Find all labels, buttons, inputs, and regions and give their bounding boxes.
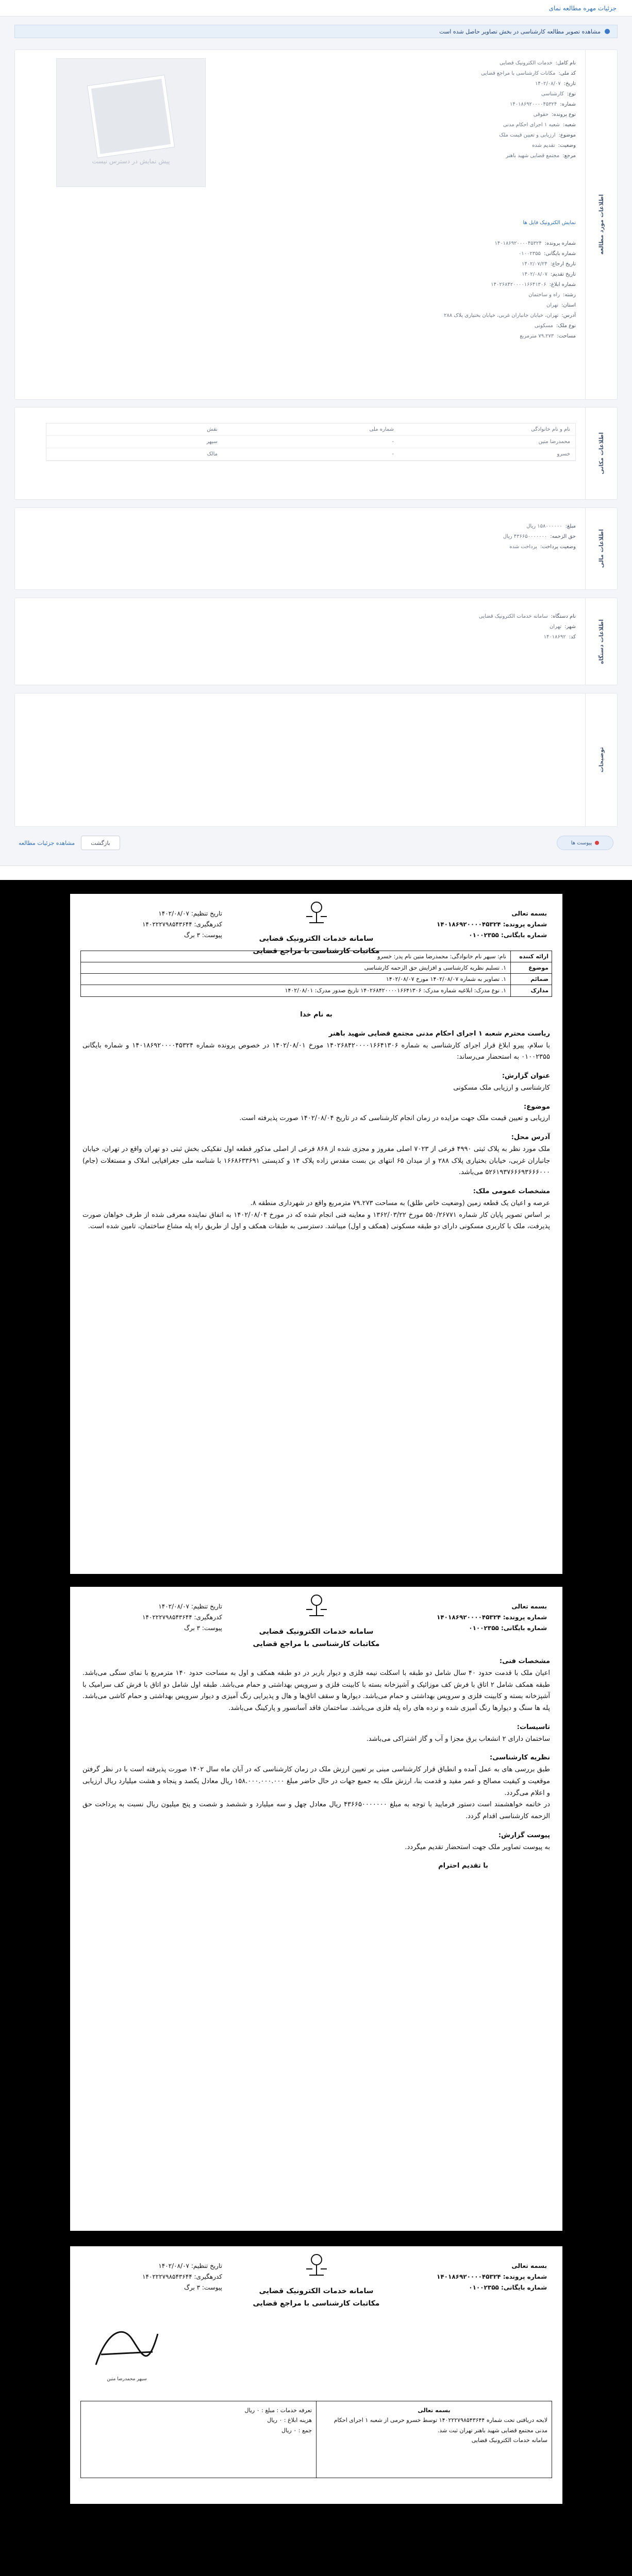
org-name-2: سامانه خدمات الکترونیک قضایی <box>259 1627 374 1636</box>
fee-text: در خاتمه خواهشمند است دستور فرمایید با توجه به مبلغ ۴۳۶۶۵۰۰۰۰۰۰۰ ریال معادل چهل و سه میلیارد و ششصد و شصت و پنج میلیون ریال نسبت به پرداخت حق الزحمه کارشناسی اقدام گردد. <box>82 1801 550 1820</box>
device-section <box>14 598 618 685</box>
footer-actions <box>19 836 120 850</box>
field-label: شماره بایگانی: <box>543 251 576 257</box>
install-text: ساختمان دارای ۲ انشعاب برق مجزا و آب و گاز اشتراکی می‌باشد. <box>366 1735 550 1743</box>
field-value: خدمات الکترونیک قضایی <box>500 60 553 66</box>
info-icon <box>605 29 610 34</box>
page-body <box>70 997 562 1238</box>
field-label: مبلغ: <box>565 523 576 529</box>
field-value: مکانات کارشناسی با مراجع قضایی <box>481 71 556 76</box>
opinion-text: طبق بررسی های به عمل آمده و انطباق قرار کارشناسی مبنی بر تعیین ارزش ملک در زمان کارشناسی که در آبان ماه سال ۱۴۰۲ صورت پذیرفته است با در نظر گرفتن موقعیت و کیفیت مصالح و عمر مفید و قدمت بنا، ارزش ملک به جمیع جهات در حال حاضر مبلغ ۱۵۸.۰۰۰.۰۰۰.۰۰۰ ریال معادل یکصد و پنجاه و هشت میلیارد ریال ارزیابی و اعلام می‌گردد. <box>82 1766 550 1797</box>
notes-section <box>14 693 618 827</box>
field-row <box>520 333 576 343</box>
field-row <box>534 112 576 121</box>
field-label: آدرس: <box>561 313 576 318</box>
page-body-2 <box>70 1643 562 1877</box>
page-header-3: بسمه تعالی شماره پرونده: ۱۴۰۱۸۶۹۲۰۰۰۰۴۵۳۲۴ شماره بایگانی: ۰۱۰۰۲۳۵۵ سامانه خدمات الکترونیک قضایی مکاتبات کارشناسی با مراجع قضایی تاریخ تنظیم: ۱۴۰۲/۰۸/۰۷ کدرهگیری: ۱۴۰۲۲۲۷۹۸۵۴۳۶۴۴ پیوست: ۳ برگ <box>70 2246 562 2303</box>
table-cell: نقش <box>207 427 218 432</box>
field-label: نوع پرونده: <box>552 112 576 117</box>
alert-text: مشاهده تصویر مطالعه کارشناسی در بخش تصاویر حاصل شده است <box>439 28 601 35</box>
field-value: تهران، خیابان جانباران غربی، خیابان بختیاری پلاک ۲۸۸ <box>444 313 559 318</box>
meta-key: ارائه کننده <box>510 951 552 962</box>
field-label: موضوع: <box>558 132 576 138</box>
field-label: کد: <box>569 634 576 640</box>
field-value: ۱۴۰۲/۰۷/۲۴ <box>522 261 547 267</box>
field-row <box>503 534 576 543</box>
field-value: مسکونی <box>534 323 553 329</box>
subject-text: کارشناسی و ارزیابی ملک مسکونی <box>453 1083 550 1092</box>
archive-number-2: ۰۱۰۰۲۳۵۵ <box>469 1624 499 1632</box>
table-cell: محمدرضا متین <box>538 439 570 445</box>
basmala: به نام خدا <box>300 1011 332 1019</box>
field-value: ۷۹.۲۷۳ مترمربع <box>520 333 554 339</box>
topic-title: موضوع: <box>524 1103 550 1111</box>
field-label: مساحت: <box>557 333 576 339</box>
topic-text: ارزیابی و تعیین قیمت ملک جهت مزایده در زمان انجام کارشناسی که در تاریخ ۱۴۰۲/۰۸/۰۴ صورت پذیرفته است. <box>239 1114 550 1123</box>
field-label: وضعیت پرداخت: <box>540 544 576 550</box>
field-label: نوع: <box>567 91 576 97</box>
field-row <box>444 313 576 322</box>
notification-dot-icon <box>595 841 599 845</box>
case-number-2: ۱۴۰۱۸۶۹۲۰۰۰۰۴۵۳۲۴ <box>437 1614 501 1621</box>
attachments-link[interactable]: نمایش الکترونیک فایل ها <box>523 220 576 226</box>
field-value: پرداخت شده <box>509 544 537 550</box>
field-label: شعبه: <box>563 122 576 128</box>
back-button[interactable]: بازگشت <box>81 836 120 850</box>
field-value: ۱۴۰۱۸۶۹۲ <box>543 634 566 640</box>
general-title: مشخصات عمومی ملک: <box>473 1188 550 1195</box>
field-row <box>506 153 576 162</box>
meta-value: ۱. تسلیم نظریه کارشناسی و افزایش حق الزحمه کارشناسی <box>364 964 506 971</box>
field-row <box>519 251 576 260</box>
table-row <box>46 448 575 461</box>
field-row <box>494 241 576 250</box>
expert-name: سیهر محمدرضا متین <box>107 2377 147 2382</box>
general-text-1: عرصه و اعیان یک قطعه زمین (وضعیت خاص طلق) به مساحت ۷۹.۲۷۳ مترمربع واقع در شهرداری منطقه ۸. <box>250 1199 550 1207</box>
details-screen <box>0 0 632 866</box>
financial-section <box>14 507 618 590</box>
attach-title: پیوست گزارش: <box>498 1831 550 1839</box>
field-row <box>503 122 576 131</box>
field-label: استان: <box>561 302 576 308</box>
field-row <box>509 544 576 553</box>
org-name-3: سامانه خدمات الکترونیک قضایی <box>259 2286 374 2295</box>
attachments-pill-label: پیوست ها <box>571 840 592 846</box>
notes-section-tab: توضیحات <box>585 693 617 826</box>
install-title: تاسیسات: <box>517 1723 550 1731</box>
tracking-code-2: ۱۴۰۲۲۲۷۹۸۵۴۳۶۴۴ <box>142 1614 192 1621</box>
field-value: ۱۴۰۱۸۶۹۲۰۰۰۰۴۵۳۲۴ <box>494 241 542 246</box>
field-label: وضعیت: <box>558 143 576 148</box>
image-placeholder-text: پیش نمایش در دسترس نیست <box>92 158 170 165</box>
tracking-code-3: ۱۴۰۲۲۲۷۹۸۵۴۳۶۴۴ <box>142 2273 192 2280</box>
field-row <box>535 81 576 90</box>
opinion-title: نظریه کارشناسی: <box>490 1754 550 1762</box>
table-row <box>46 423 575 436</box>
field-value: سامانه خدمات الکترونیک قضایی <box>478 614 548 619</box>
page-header-2: بسمه تعالی شماره پرونده: ۱۴۰۱۸۶۹۲۰۰۰۰۴۵۳۲۴ شماره بایگانی: ۰۱۰۰۲۳۵۵ سامانه خدمات الکترونیک قضایی مکاتبات کارشناسی با مراجع قضایی تاریخ تنظیم: ۱۴۰۲/۰۸/۰۷ کدرهگیری: ۱۴۰۲۲۲۷۹۸۵۴۳۶۴۴ پیوست: ۳ برگ <box>70 1587 562 1643</box>
tech-title: مشخصات فنی: <box>499 1657 550 1665</box>
field-value: ۱۴۰۲/۰۸/۰۷ <box>522 272 548 277</box>
meta-value: ۱. تصاویر به شماره ۱۴۰۲/۰۸/۰۷ مورخ ۱۴۰۲/۰۸/۰۷ <box>386 975 506 982</box>
image-preview[interactable] <box>56 58 206 187</box>
case-section-tab: اطلاعات مورد مطالعه <box>585 50 617 399</box>
field-label: کد ملی: <box>558 71 576 76</box>
subject-title: عنوان گزارش: <box>502 1072 550 1080</box>
field-value: تهران <box>550 624 562 630</box>
field-row <box>479 614 576 623</box>
meta-key: موضوع <box>510 962 552 973</box>
tech-text: اعیان ملک با قدمت حدود ۴۰ سال شامل دو طبقه با اسکلت نیمه فلزی و دیوار باربر در دو طبقه همکف و اول به مساحت حدود ۱۴۰ مترمربع با نمای سنگی می‌باشد. طبقه همکف شامل ۲ اتاق با فرش کف موزائیک و آشپزخانه بسته با کابینت فلزی و سرویس بهداشتی و حمام می‌باشد. طبقه اول شامل دو اتاق با فرش کف سرامیک با آشپزخانه بسته و کابینت فلزی و سرویس بهداشتی و حمام می‌باشد. دیوارها و سقف اتاق‌ها و هال و پذیرایی رنگ آمیزی و دیوار سرویس بهداشتی و حمام کاشی می‌باشد. پله ها سنگ و دیوارها رنگ آمیزی شده و نرده های راه پله فلزی می‌باشد. ساختمان فاقد آسانسور و پارکینگ می‌باشد. <box>82 1669 550 1712</box>
address-title: آدرس محل: <box>511 1133 550 1141</box>
field-row <box>541 91 576 100</box>
meta-row <box>81 985 552 996</box>
doc-heading: بسمه تعالی <box>511 910 547 917</box>
table-cell: سیهر <box>206 439 218 445</box>
org-subtitle: مکاتبات کارشناسی با مراجع قضایی <box>253 947 380 955</box>
location-table <box>46 423 576 461</box>
field-label: نام دستگاه: <box>551 614 576 619</box>
field-label: تاریخ تقدیم: <box>551 272 576 277</box>
org-name: سامانه خدمات الکترونیک قضایی <box>259 934 374 943</box>
general-text-2: بر اساس تصویر پایان کار شماره ۵۵۰/۲۶۷۷۱ مورخ ۱۳۶۲/۰۳/۲۲ و معاینه فنی انجام شده که در مورخ ۱۴۰۲/۰۸/۰۴ به اتفاق نماینده معرفی شده از طرف خواهان صورت پذیرفت، ملک با کاربری مسکونی دارای دو طبقه مسکونی (همکف و اول) میباشد. دسترسی به طبقات همکف و اول از طریق راه پله مشاع ساختمان، تامین شده است. <box>82 1211 550 1231</box>
case-section <box>14 49 618 400</box>
field-row <box>550 624 576 633</box>
field-row <box>522 261 576 270</box>
meta-table <box>80 951 552 997</box>
location-section <box>14 407 618 500</box>
justice-scale-icon <box>302 1594 331 1619</box>
meta-value: نام: سیهر نام خانوادگی: محمدرضا متین نام پدر: خسرو <box>377 953 506 960</box>
location-section-tab: اطلاعات مکانی <box>585 408 617 499</box>
meta-key: مدارک <box>510 985 552 996</box>
top-bar <box>0 0 632 16</box>
field-value: ۱۴۰۲۶۸۴۲۰۰۰۰۱۶۶۴۱۳۰۶ <box>491 282 546 287</box>
doc-heading-2: بسمه تعالی <box>511 1603 547 1610</box>
field-row <box>510 101 576 111</box>
footer-table <box>80 2401 552 2478</box>
document-page-2 <box>70 1587 562 2231</box>
justice-scale-icon <box>302 901 331 926</box>
justice-scale-icon <box>302 2253 331 2278</box>
closing: با تقدیم احترام <box>438 1862 488 1870</box>
meta-row <box>81 962 552 974</box>
field-label: رشته: <box>563 292 576 298</box>
table-cell: نام و نام خانوادگی <box>531 427 570 432</box>
attachments-pill[interactable] <box>557 836 613 850</box>
field-value: تهران <box>546 302 559 308</box>
field-row <box>522 272 576 281</box>
footer-right-cell: بسمه تعالی لایحه دریافتی تحت شماره ۱۴۰۲۲۲۷۹۸۵۴۳۶۴۴ توسط خسرو حرمی از شعبه ۱ اجرای احکام مدنی مجتمع قضایی شهید باهنر تهران ثبت شد. سامانه خدمات الکترونیک قضایی <box>316 2401 552 2478</box>
table-cell: مالک <box>207 451 218 457</box>
device-section-tab: اطلاعات دستگاه <box>585 598 617 685</box>
case-number: ۱۴۰۱۸۶۹۲۰۰۰۰۴۵۳۲۴ <box>437 921 501 928</box>
field-value: حقوقی <box>533 112 549 117</box>
page-header: بسمه تعالی شماره پرونده: ۱۴۰۱۸۶۹۲۰۰۰۰۴۵۳۲۴ شماره بایگانی: ۰۱۰۰۲۳۵۵ سامانه خدمات الکترونیک قضایی مکاتبات کارشناسی با مراجع قضایی تاریخ تنظیم: ۱۴۰۲/۰۸/۰۷ کدرهگیری: ۱۴۰۲۲۲۷۹۸۵۴۳۶۴۴ پیوست: ۳ برگ <box>70 894 562 951</box>
field-value: مجتمع قضایی شهید باهنر <box>506 153 560 159</box>
field-value: ۰۱۰۰۲۳۵۵ <box>518 251 541 257</box>
doc-date: ۱۴۰۲/۰۸/۰۷ <box>158 910 189 917</box>
field-label: نوع ملک: <box>556 323 576 329</box>
field-label: نام کامل: <box>555 60 576 66</box>
field-value: ارزیابی و تعیین قیمت ملک <box>499 132 556 138</box>
document-page-3 <box>70 2246 562 2504</box>
separator <box>0 866 632 880</box>
intro-text: با سلام، پیرو ابلاغ قرار اجرای کارشناسی به شماره ۱۴۰۲۶۸۴۲۰۰۰۰۱۶۶۴۱۳۰۶ مورخ ۱۴۰۲/۰۸/۰۱ در خصوص پرونده شماره ۱۴۰۱۸۶۹۲۰۰۰۰۴۵۳۲۴ و شماره بایگانی ۰۱۰۰۲۳۵۵ به استحضار می‌رساند: <box>82 1041 550 1061</box>
org-subtitle-3: مکاتبات کارشناسی با مراجع قضایی <box>253 2299 380 2308</box>
table-cell: - <box>392 439 394 445</box>
archive-number: ۰۱۰۰۲۳۵۵ <box>469 931 499 939</box>
table-cell: شماره ملی <box>369 427 394 432</box>
field-row <box>532 143 576 152</box>
field-label: شماره ابلاغ: <box>549 282 576 287</box>
field-label: شماره: <box>560 101 576 107</box>
field-label: شماره پرونده: <box>544 241 576 246</box>
attach-count: پیوست: ۳ برگ <box>184 931 222 939</box>
field-value: ۴۳۶۶۵۰۰۰۰۰۰۰ ریال <box>503 534 547 539</box>
meta-row <box>81 974 552 985</box>
field-value: تقدیم شده <box>532 143 555 148</box>
meta-value: ۱. نوع مدرک: ابلاغیه شماره مدرک: ۱۴۰۲۶۸۴۲۰۰۰۰۱۶۶۴۱۳۰۶ تاریخ صدور مدرک: ۱۴۰۲/۰۸/۰۱ <box>285 987 506 994</box>
breadcrumb[interactable]: جزئیات مهره مطالعه نمای <box>548 4 617 12</box>
field-label: حق الزحمه: <box>550 534 576 539</box>
table-row <box>46 436 575 448</box>
view-details-link[interactable]: مشاهده جزئیات مطالعه <box>19 839 75 846</box>
field-value: ۱۵۸۰۰۰۰۰۰ ریال <box>526 523 562 529</box>
field-value: شعبه ۱ اجرای احکام مدنی <box>503 122 560 128</box>
image-placeholder-icon <box>88 75 174 158</box>
addressee: ریاست محترم شعبه ۱ اجرای احکام مدنی مجتمع قضایی شهید باهنر <box>328 1029 550 1038</box>
field-row <box>546 302 576 312</box>
table-cell: - <box>392 451 394 457</box>
meta-key: ضمائم <box>510 974 552 985</box>
attach-count-3: پیوست: ۳ برگ <box>184 2284 222 2291</box>
field-row <box>535 323 576 332</box>
signature-icon <box>86 2313 168 2385</box>
document-page-1 <box>70 894 562 1574</box>
table-cell: خسرو <box>557 451 570 457</box>
field-value: ۱۴۰۲/۰۸/۰۷ <box>535 81 561 87</box>
tracking-code: ۱۴۰۲۲۲۷۹۸۵۴۳۶۴۴ <box>142 921 192 928</box>
doc-date-2: ۱۴۰۲/۰۸/۰۷ <box>158 1603 189 1610</box>
field-row <box>499 132 576 142</box>
address-text: ملک مورد نظر به پلاک ثبتی ۴۹۹۰ فرعی از ۷۰۲۳ اصلی مفروز و مجزی شده از ۸۶۸ فرعی از اصلی مذکور قطعه اول تفکیکی بخش ثبتی دو تهران واقع در تهران، خیابان جانباران غربی، خیابان بختیاری پلاک ۲۸۸ و از میدان ۶۵ انتهای بن بست مقدس زاده پلاک ۱۴ و کدپستی ۱۶۶۸۶۳۳۶۹۱ با شناسه ملی جغرافیایی املاک و مستغلات (جام) ۵۲۶۱۹۳۷۶۶۶۹۳۶۶۶۰۰۰ می‌باشد. <box>82 1145 550 1177</box>
field-value: کارشناسی <box>541 91 564 97</box>
financial-section-tab: اطلاعات مالی <box>585 508 617 589</box>
field-value: ۱۴۰۱۸۶۹۲۰۰۰۰۴۵۳۲۴ <box>510 101 557 107</box>
field-label: تاریخ ارجاع: <box>550 261 576 267</box>
footer-left-cell: تعرفه خدمات : مبلغ : ۰ ریال هزینه ابلاغ : ۰ ریال جمع : ۰ ریال <box>244 2407 312 2434</box>
doc-date-3: ۱۴۰۲/۰۸/۰۷ <box>158 2262 189 2269</box>
field-row <box>528 292 576 301</box>
field-row <box>526 523 576 533</box>
field-label: مرجع: <box>562 153 576 159</box>
doc-heading-3: بسمه تعالی <box>511 2262 547 2269</box>
field-row <box>544 634 576 643</box>
archive-number-3: ۰۱۰۰۲۳۵۵ <box>469 2284 499 2291</box>
attach-text: به پیوست تصاویر ملک جهت استحضار تقدیم میگردد. <box>405 1843 550 1851</box>
case-number-3: ۱۴۰۱۸۶۹۲۰۰۰۰۴۵۳۲۴ <box>437 2273 501 2280</box>
field-label: تاریخ: <box>563 81 576 87</box>
field-label: شهر: <box>564 624 576 630</box>
org-subtitle-2: مکاتبات کارشناسی با مراجع قضایی <box>253 1640 380 1648</box>
field-value: راه و ساختمان <box>528 292 560 298</box>
info-alert <box>14 25 618 38</box>
attach-count-2: پیوست: ۳ برگ <box>184 1624 222 1632</box>
field-row <box>500 60 576 70</box>
field-row <box>491 282 576 291</box>
field-row <box>481 71 576 80</box>
